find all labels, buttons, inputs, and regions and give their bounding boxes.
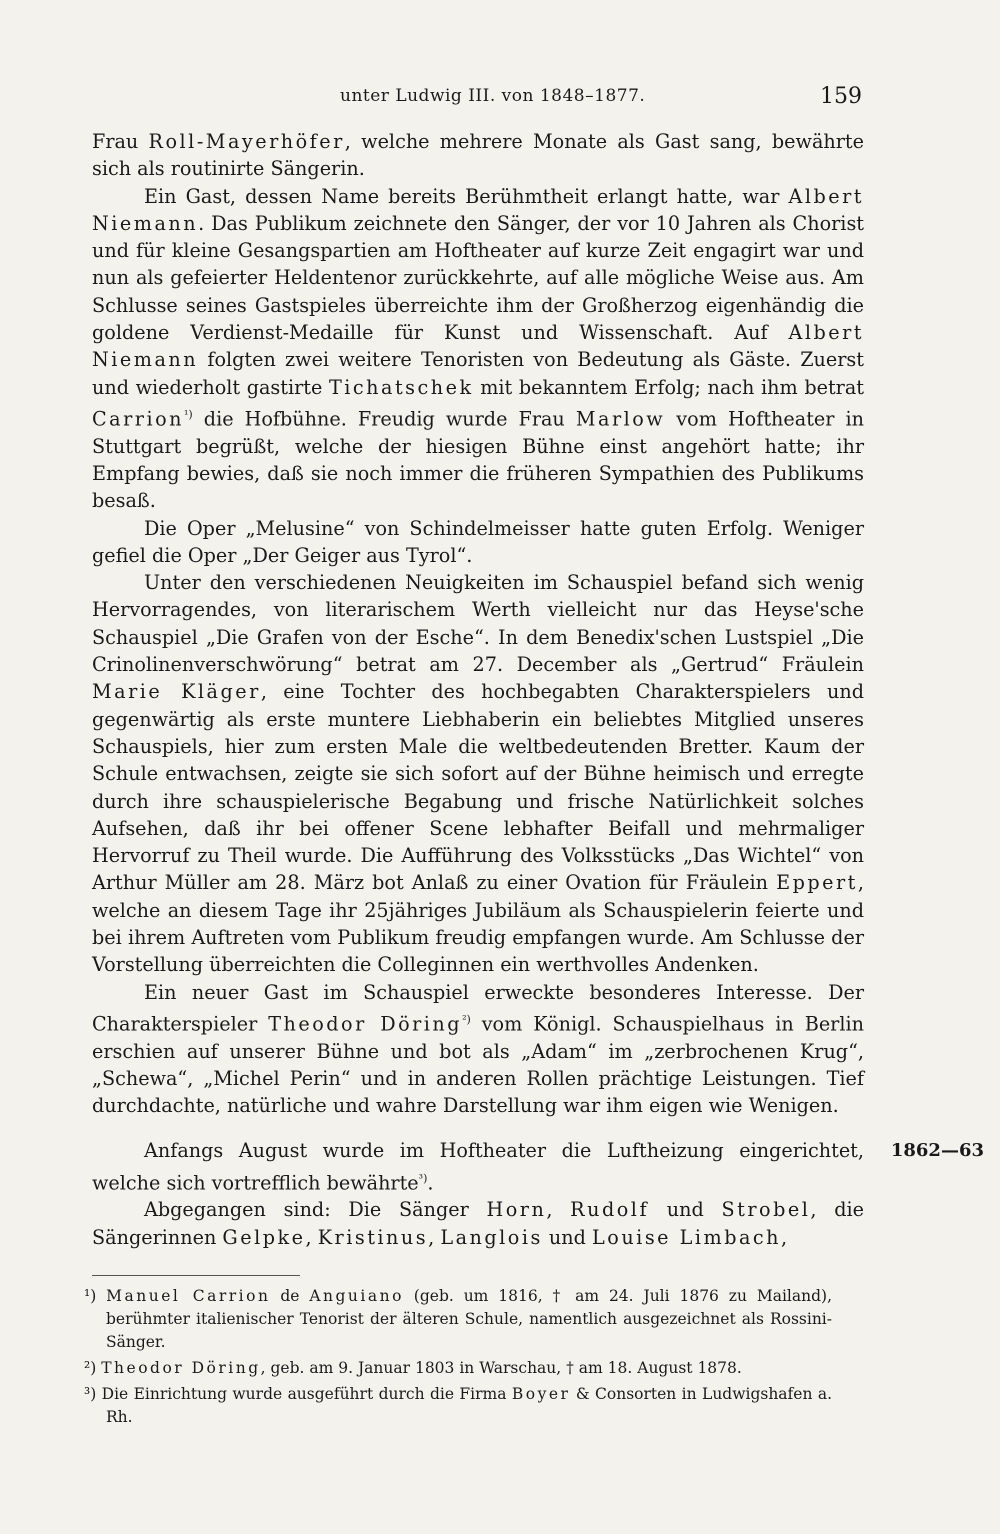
text-run: , geb. am 9. Januar 1803 in Warschau, † am 18. August 1878.	[260, 1359, 742, 1377]
season-section	[92, 1137, 984, 1196]
text-run: ,	[546, 1198, 571, 1222]
spaced-name: Boyer	[511, 1385, 571, 1403]
margin-year-note: 1862—63	[890, 1140, 984, 1162]
paragraph	[92, 128, 864, 183]
spaced-name: Kristinus	[317, 1225, 429, 1249]
text-run: , eine Tochter des hochbegabten Charakterspielers und gegenwärtig als erste muntere Liebhaberin ein beliebtes Mitglied unseres Schauspiels, hier zum ersten Male die weltbedeutenden Bretter. Kaum der Schule entwachsen, zeigte sie sich sofort auf der Bühne heimisch und erregte durch ihre schauspielerische Begabung und frische Natürlichkeit solches Aufsehen, daß ihr bei offener Scene lebhafter Beifall und mehrmaliger Hervorruf zu Theil wurde. Die Aufführung des Volksstücks „Das Wichtel“ von Arthur Müller am 28. März bot Anlaß zu einer Ovation für Fräulein	[92, 680, 864, 895]
spaced-name: Horn	[486, 1198, 547, 1222]
spaced-name: Theodor Döring	[101, 1359, 261, 1377]
footnote-ref: ²)	[462, 1012, 471, 1026]
spaced-name: Tichatschek	[328, 375, 474, 399]
spaced-name: Rudolf	[570, 1198, 650, 1222]
paragraph: Die Oper „Melusine“ von Schindelmeisser hatte guten Erfolg. Weniger gefiel die Oper „Der Geiger aus Tyrol“.	[92, 516, 864, 567]
spaced-name: Marie Kläger	[92, 680, 261, 704]
footnote	[84, 1383, 832, 1429]
spaced-name: Manuel Carrion	[106, 1287, 271, 1305]
spaced-name: Anguiano	[309, 1287, 404, 1305]
spaced-name: Gelpke	[222, 1225, 306, 1249]
text-run: die Hofbühne. Freudig wurde Frau	[192, 407, 576, 431]
text-run: Frau	[92, 130, 149, 153]
text-run: & Consorten in Ludwigshafen a. Rh.	[106, 1385, 833, 1426]
text-run: Ein neuer Gast im Schauspiel erweckte besonderes Interesse. Der Charakterspieler	[92, 980, 864, 1036]
section-gap	[92, 1119, 864, 1137]
text-run: , welche mehrere Monate als Gast sang, bewährte sich als routinirte Sängerin.	[92, 130, 864, 181]
paragraph	[92, 1196, 864, 1251]
text-run: .	[427, 1171, 434, 1195]
footnote	[84, 1285, 832, 1354]
text-run: folgten zwei weitere Tenoristen von Bedeutung als Gäste. Zuerst und wiederholt gastirte	[92, 348, 864, 399]
text-run: , die Sängerinnen	[92, 1198, 864, 1249]
paragraph	[92, 1137, 864, 1196]
text-run: (geb. um 1816, † am 24. Juli 1876 zu Mailand), berühmter italienischer Tenorist der älteren Schule, namentlich ausgezeichnet als Rossini-Sänger.	[106, 1287, 832, 1351]
text-run: ¹)	[84, 1287, 107, 1305]
text-run: und	[649, 1198, 722, 1222]
text-run: Abgegangen sind: Die Sänger	[144, 1198, 487, 1222]
footnote-rule	[92, 1275, 300, 1276]
footnote-ref: ¹)	[184, 407, 193, 421]
spaced-name: Theodor Döring	[268, 1012, 463, 1036]
footnote-ref: ³)	[418, 1171, 428, 1185]
spaced-name: Marlow	[575, 407, 666, 431]
spaced-name: Roll-Mayerhöfer	[148, 130, 345, 153]
text-run: vom Hoftheater in Stuttgart begrüßt, welche der hiesigen Bühne einst angehört hatte; ihr Empfang bewies, daß sie noch immer die früheren Sympathien des Publikums besaß.	[92, 407, 864, 513]
spaced-name: Louise Limbach	[592, 1225, 782, 1249]
text-run: . Das Publikum zeichnete den Sänger, der vor 10 Jahren als Chorist und für kleine Gesangspartien am Hoftheater auf kurze Zeit engagirt war und nun als gefeierter Heldentenor zurückkehrte, auf alle mögliche Weise aus. Am Schlusse seines Gastspieles überreichte ihm der Großherzog eigenhändig die goldene Verdienst-Medaille für Kunst und Wissenschaft. Auf	[92, 211, 864, 345]
page-number: 159	[820, 84, 862, 109]
text-run: ,	[305, 1225, 318, 1249]
spaced-name: Albert Niemann	[92, 184, 864, 235]
spaced-name: Carrion	[92, 407, 185, 431]
paragraph	[92, 569, 864, 978]
text-run: ,	[428, 1225, 441, 1249]
paragraph	[92, 183, 864, 515]
paragraph	[92, 979, 864, 1120]
text-run: und	[542, 1225, 593, 1249]
text-run: mit bekanntem Erfolg; nach ihm betrat	[473, 375, 864, 399]
footnote	[84, 1357, 832, 1380]
text-run: Unter den verschiedenen Neuigkeiten im Schauspiel befand sich wenig Hervorragendes, von literarischem Werth vielleicht nur das Heyse'sche Schauspiel „Die Grafen von der Esche“. In dem Benedix'schen Lustspiel „Die Crinolinenverschwörung“ betrat am 27. December als „Gertrud“ Fräulein	[92, 571, 864, 677]
spaced-name: Strobel	[721, 1198, 811, 1222]
text-run: de	[270, 1287, 310, 1305]
text-run: vom Königl. Schauspielhaus in Berlin erschien auf unserer Bühne und bot als „Adam“ im „zerbrochenen Krug“, „Schewa“, „Michel Perin“ und in anderen Rollen prächtige Leistungen. Tief durchdachte, natürliche und wahre Darstellung war ihm eigen wie Wenigen.	[92, 1012, 864, 1118]
running-title: unter Ludwig III. von 1848–1877.	[340, 86, 646, 106]
spaced-name: Albert Niemann	[92, 321, 864, 372]
footnotes	[84, 1285, 832, 1432]
spaced-name: Langlois	[440, 1225, 543, 1249]
spaced-name: Eppert	[776, 871, 858, 895]
text-run: ,	[781, 1225, 788, 1249]
text-run: ²)	[84, 1359, 102, 1377]
text-run: Ein Gast, dessen Name bereits Berühmtheit erlangt hatte, war	[144, 184, 789, 208]
running-head	[0, 78, 1000, 118]
text-run: ³) Die Einrichtung wurde ausgeführt durch die Firma	[84, 1385, 512, 1403]
body-text	[92, 128, 984, 1251]
text-run: , welche an diesem Tage ihr 25jähriges Jubiläum als Schauspielerin feierte und bei ihrem Auftreten vom Publikum freudig empfangen wurde. Am Schlusse der Vorstellung überreichten die Colleginnen ein werthvolles Andenken.	[92, 871, 864, 977]
text-run: Anfangs August wurde im Hoftheater die Luftheizung eingerichtet, welche sich vortrefflich bewährte	[92, 1139, 864, 1195]
